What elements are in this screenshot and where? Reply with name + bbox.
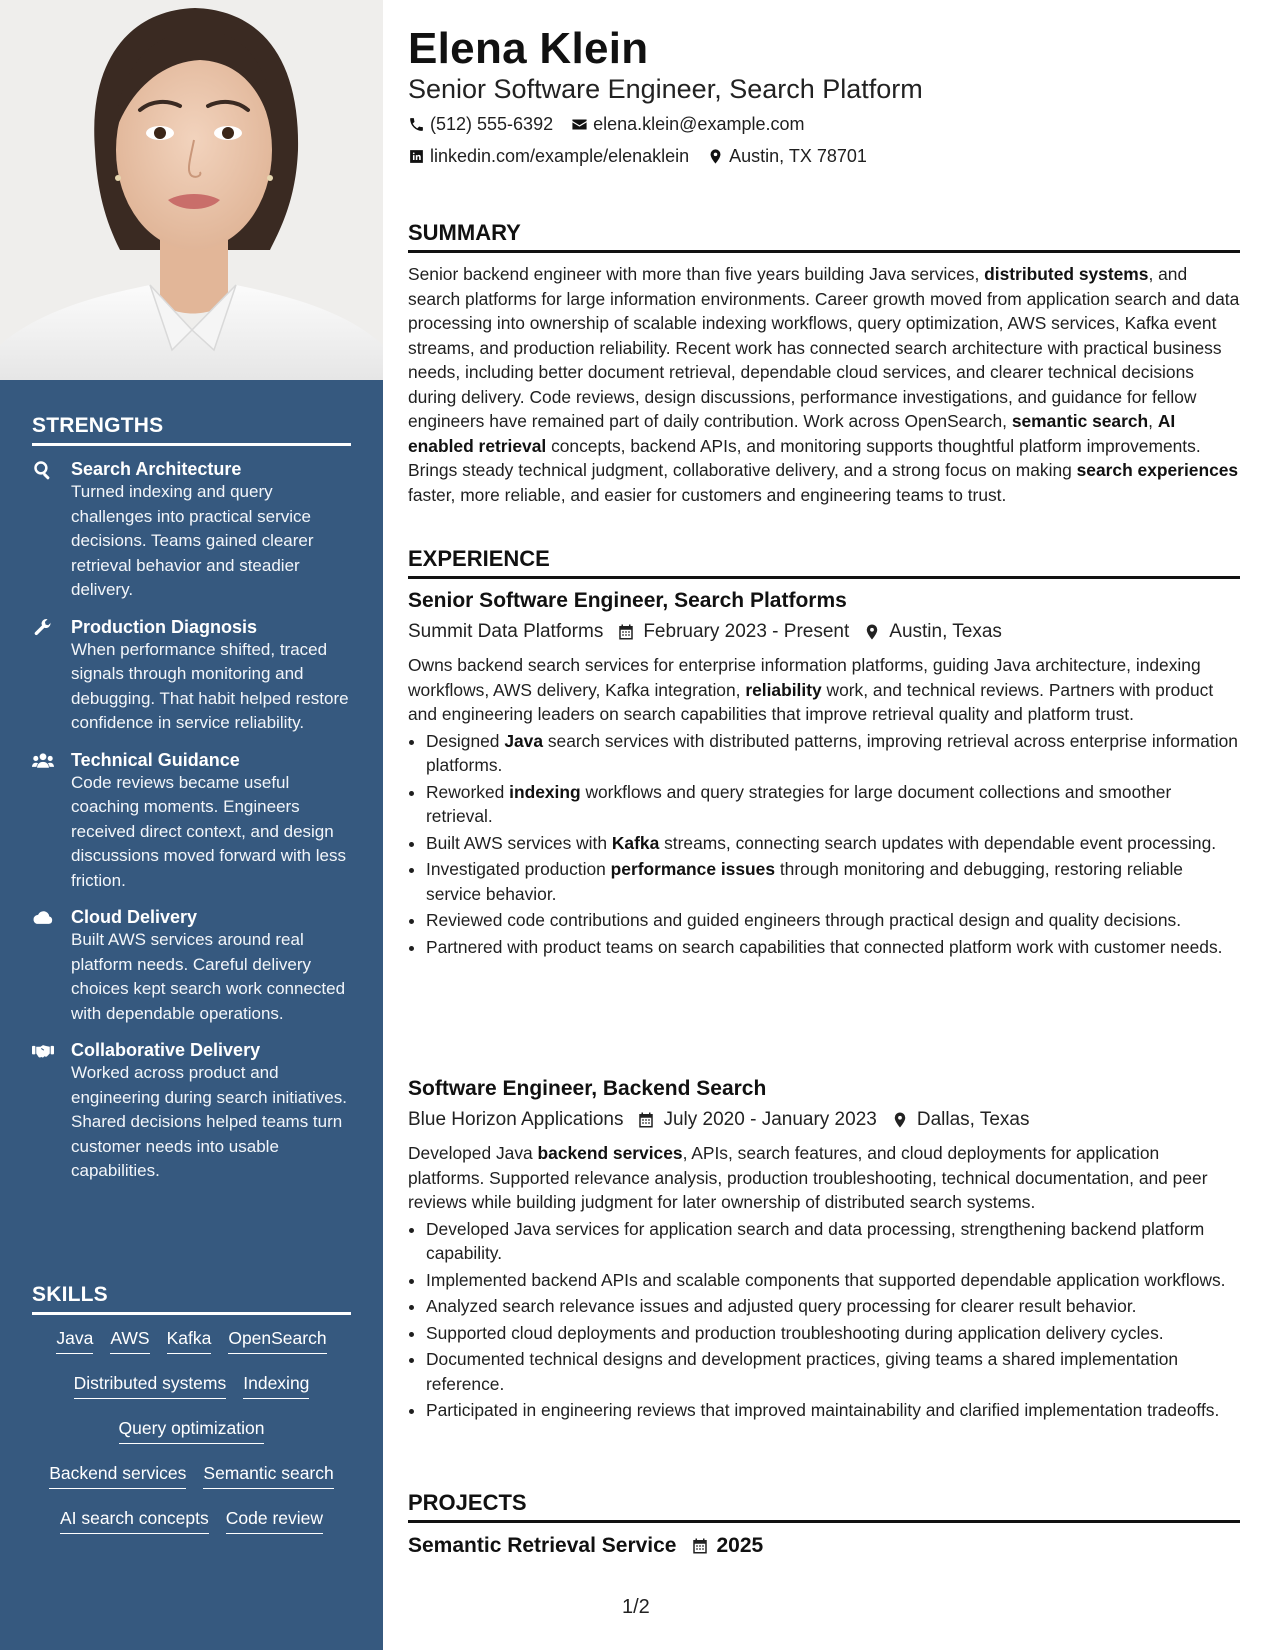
- description-run: Developed Java: [408, 1143, 538, 1163]
- summary-run: ,: [1148, 411, 1158, 431]
- skill-tag: Backend services: [49, 1462, 186, 1489]
- skill-tag: Kafka: [167, 1327, 212, 1354]
- emphasis-text: performance issues: [610, 859, 775, 879]
- linkedin-icon: [408, 148, 425, 165]
- phone-icon: [408, 116, 425, 133]
- description-run: Owns backend search services for enterprise information platforms, guiding Java architecture, indexing workflows, AWS delivery, Kafka integration,: [408, 655, 1201, 700]
- job-location: Austin, Texas: [889, 621, 1002, 642]
- job-dates: July 2020 - January 2023: [663, 1109, 877, 1130]
- location-contact: [707, 146, 867, 167]
- contact-row: [408, 146, 867, 167]
- phone-text: (512) 555-6392: [430, 114, 554, 134]
- job-bullet: [426, 857, 1240, 906]
- calendar-icon: [691, 1537, 709, 1555]
- skill-tag: AWS: [110, 1327, 149, 1354]
- bullet-run: streams, connecting search updates with dependable event processing.: [659, 832, 1217, 853]
- bullet-run: Partnered with product teams on search capabilities that connected platform work with customer needs.: [426, 936, 1223, 957]
- emphasis-text: AI enabled retrieval: [408, 411, 1176, 456]
- job-location: Dallas, Texas: [916, 1109, 1030, 1130]
- strengths-section: [32, 414, 351, 1197]
- project-title: Semantic Retrieval Service: [408, 1534, 677, 1557]
- job-bullet: [426, 1398, 1240, 1423]
- linkedin-text: linkedin.com/example/elenaklein: [430, 146, 690, 166]
- skill-row: [32, 1417, 351, 1444]
- portrait-illustration: [0, 0, 383, 380]
- summary-run: faster, more reliable, and easier for customers and engineering teams to trust.: [408, 484, 1007, 505]
- job-bullet: [426, 780, 1240, 829]
- candidate-role: Senior Software Engineer, Search Platform: [408, 74, 923, 104]
- skill-row: [32, 1462, 351, 1489]
- bullet-run: Analyzed search relevance issues and adjusted query processing for clearer result behavior.: [426, 1296, 1137, 1316]
- strength-title: Cloud Delivery: [71, 907, 198, 927]
- job-bullets: [408, 1217, 1240, 1423]
- strength-desc: When performance shifted, traced signals through monitoring and debugging. That habit helped restore confidence in service reliability.: [71, 639, 349, 732]
- job-bullet: [426, 908, 1240, 933]
- strength-item: [32, 906, 351, 1026]
- strength-title: Production Diagnosis: [71, 616, 258, 637]
- strength-title: Search Architecture: [71, 459, 242, 479]
- map-pin-icon: [707, 148, 724, 165]
- skill-tag: Semantic search: [203, 1462, 333, 1489]
- emphasis-text: Kafka: [611, 832, 660, 853]
- skill-tag: OpenSearch: [228, 1327, 326, 1354]
- job-bullet: [426, 729, 1240, 778]
- projects-heading: PROJECTS: [408, 1490, 1240, 1523]
- strength-title: Technical Guidance: [71, 749, 240, 770]
- handshake-icon: [32, 1041, 54, 1061]
- skill-tag: Code review: [226, 1507, 323, 1534]
- summary-run: concepts, backend APIs, and monitoring supports thoughtful platform improvements. Brings steady technical judgment, collaborative delivery, and a strong focus on making: [408, 435, 1201, 480]
- emphasis-text: semantic search: [1011, 411, 1149, 431]
- job-description: [408, 1141, 1240, 1215]
- calendar-icon: [617, 623, 635, 641]
- strength-desc: Code reviews became useful coaching moments. Engineers received direct context, and design discussions moved forward with less friction.: [71, 772, 346, 890]
- skills-list: [32, 1327, 351, 1534]
- linkedin-contact[interactable]: [408, 146, 689, 167]
- skill-row: [32, 1327, 351, 1354]
- cloud-icon: [32, 908, 54, 928]
- skill-tag: AI search concepts: [60, 1507, 209, 1534]
- job-description: [408, 653, 1240, 727]
- experience-heading: EXPERIENCE: [408, 546, 1240, 579]
- emphasis-text: distributed systems: [984, 264, 1149, 284]
- bullet-run: Supported cloud deployments and production troubleshooting during application delivery cycles.: [426, 1322, 1164, 1343]
- skill-tag: Query optimization: [119, 1417, 265, 1444]
- job-bullet: [426, 1217, 1240, 1266]
- phone-contact[interactable]: [408, 114, 553, 135]
- strength-item: [32, 749, 351, 894]
- strength-desc: Turned indexing and query challenges into practical service decisions. Teams gained clearer retrieval behavior and steadier delivery.: [71, 482, 314, 599]
- job-bullet: [426, 1294, 1240, 1319]
- emphasis-text: indexing: [509, 781, 581, 802]
- skill-row: [32, 1507, 351, 1534]
- map-pin-icon: [863, 623, 881, 641]
- skill-tag: Indexing: [243, 1372, 309, 1399]
- description-run: work, and technical reviews. Partners with product and engineering leaders on search capabilities that improve retrieval quality and platform trust.: [408, 679, 1214, 724]
- job-bullet: [426, 1347, 1240, 1396]
- wrench-icon: [32, 618, 54, 638]
- bullet-run: Investigated production: [426, 859, 611, 879]
- job-entry: [408, 1076, 1240, 1425]
- job-bullet: [426, 935, 1240, 960]
- envelope-icon: [571, 116, 588, 133]
- page-number: 1/2: [622, 1596, 650, 1618]
- strength-item: [32, 458, 351, 603]
- job-meta: [408, 620, 1240, 644]
- emphasis-text: search experiences: [1076, 460, 1239, 480]
- bullet-run: Documented technical designs and development practices, giving teams a shared implementation reference.: [426, 1349, 1179, 1394]
- bullet-run: Developed Java services for application search and data processing, strengthening backend platform capability.: [426, 1218, 1205, 1263]
- project-entry: [408, 1534, 763, 1558]
- skill-tag: Distributed systems: [74, 1372, 227, 1399]
- emphasis-text: Java: [504, 730, 543, 751]
- skill-tag: Java: [56, 1327, 93, 1354]
- summary-run: , and search platforms for large information environments. Career growth moved from application search and data processing into ownership of scalable indexing workflows, query optimization, AWS services, Kafka event streams, and production reliability. Recent work has connected search architecture with practical business needs, including better document retrieval, dependable cloud services, and clearer technical decisions during delivery. Code reviews, design discussions, performance investigations, and guidance for fellow engineers have remained part of daily contribution. Work across OpenSearch,: [408, 264, 1240, 431]
- profile-photo: [0, 0, 383, 380]
- candidate-name: Elena Klein: [408, 24, 649, 73]
- company-name: Summit Data Platforms: [408, 621, 604, 642]
- users-icon: [32, 751, 54, 771]
- company-name: Blue Horizon Applications: [408, 1109, 624, 1130]
- summary-text: [408, 262, 1240, 507]
- email-text: elena.klein@example.com: [593, 114, 805, 134]
- emphasis-text: reliability: [745, 679, 822, 700]
- bullet-run: Reworked: [426, 781, 510, 802]
- job-title: Senior Software Engineer, Search Platforms: [408, 589, 847, 612]
- calendar-icon: [637, 1111, 655, 1129]
- job-bullet: [426, 1268, 1240, 1293]
- skills-section: [32, 1283, 351, 1552]
- bullet-run: Built AWS services with: [426, 832, 612, 853]
- summary-heading: SUMMARY: [408, 220, 1240, 253]
- location-text: Austin, TX 78701: [729, 146, 867, 166]
- search-icon: [32, 460, 54, 480]
- skill-row: [32, 1372, 351, 1399]
- job-dates: February 2023 - Present: [643, 621, 850, 642]
- bullet-run: Participated in engineering reviews that improved maintainability and clarified implementation tradeoffs.: [426, 1400, 1220, 1420]
- bullet-run: search services with distributed patterns, improving retrieval across enterprise information platforms.: [426, 730, 1238, 775]
- bullet-run: workflows and query strategies for large document collections and smoother retrieval.: [426, 781, 1172, 826]
- strength-item: [32, 616, 351, 736]
- email-contact[interactable]: [571, 114, 804, 135]
- emphasis-text: backend services: [537, 1143, 683, 1163]
- strength-item: [32, 1039, 351, 1184]
- bullet-run: Designed: [426, 730, 505, 751]
- sidebar: [0, 0, 383, 1650]
- job-entry: [408, 588, 1240, 961]
- skills-heading: SKILLS: [32, 1283, 351, 1315]
- job-meta: [408, 1108, 1240, 1132]
- strength-desc: Built AWS services around real platform needs. Careful delivery choices kept search work connected with dependable operations.: [71, 930, 346, 1023]
- bullet-run: through monitoring and debugging, restoring reliable service behavior.: [426, 859, 1183, 904]
- job-title: Software Engineer, Backend Search: [408, 1077, 767, 1100]
- strength-title: Collaborative Delivery: [71, 1040, 261, 1060]
- project-year: 2025: [716, 1534, 764, 1557]
- bullet-run: Reviewed code contributions and guided engineers through practical design and quality decisions.: [426, 910, 1182, 930]
- contact-row: [408, 114, 804, 135]
- bullet-run: Implemented backend APIs and scalable components that supported dependable application workflows.: [426, 1269, 1226, 1290]
- job-bullets: [408, 729, 1240, 960]
- strengths-heading: STRENGTHS: [32, 414, 351, 446]
- strength-desc: Worked across product and engineering during search initiatives. Shared decisions helped teams turn customer needs into usable capabilities.: [71, 1063, 347, 1180]
- description-run: , APIs, search features, and cloud deployments for application platforms. Supported relevance analysis, production troubleshooting, technical documentation, and peer reviews while building judgment for later ownership of distributed search systems.: [408, 1143, 1208, 1212]
- map-pin-icon: [891, 1111, 909, 1129]
- job-bullet: [426, 831, 1240, 856]
- job-bullet: [426, 1321, 1240, 1346]
- summary-run: Senior backend engineer with more than five years building Java services,: [408, 264, 985, 284]
